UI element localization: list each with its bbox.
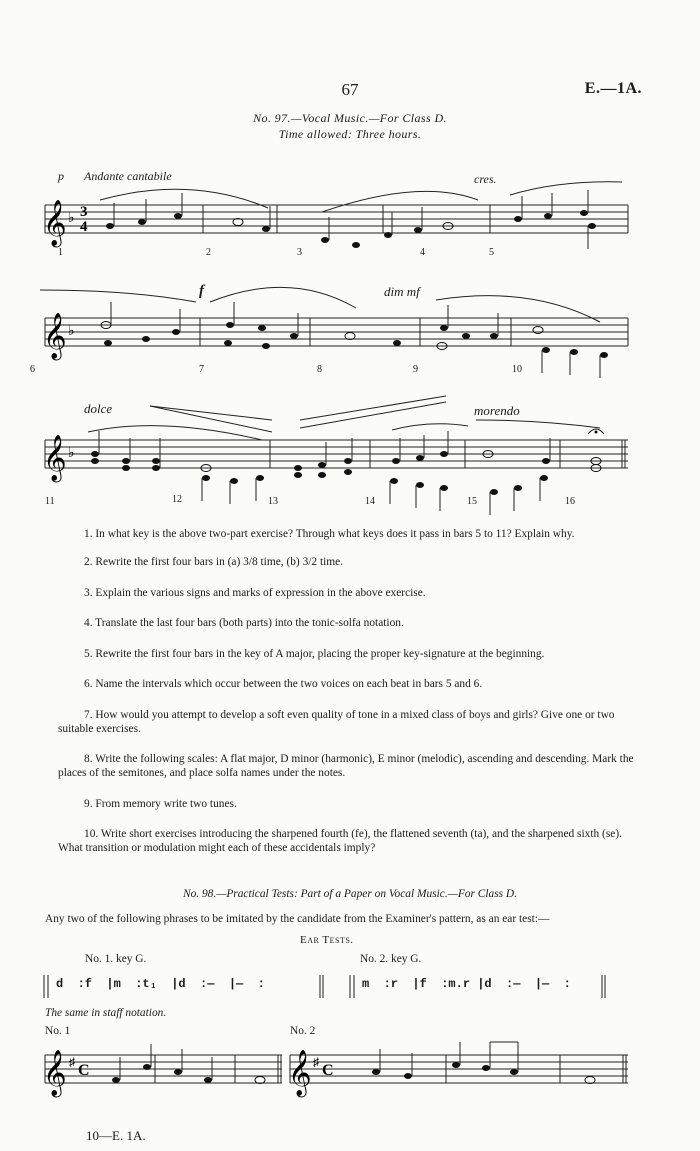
sharp-icon: ♯ — [69, 1055, 75, 1069]
time-signature-top: 3 — [80, 204, 88, 220]
common-time-icon: C — [78, 1062, 90, 1079]
question-3: 3. Explain the various signs and marks of expression in the above exercise. — [84, 586, 426, 599]
dolce-marking: dolce — [84, 401, 113, 416]
staff-notation-caption: The same in staff notation. — [45, 1007, 167, 1019]
dim-mf-marking: dim mf — [384, 284, 420, 299]
cresc-marking: cres. — [474, 172, 497, 186]
bar-number: 4 — [420, 247, 425, 258]
exercise-1-solfa: d :f |m :t₁ |d :— |— : — [56, 977, 265, 991]
dynamic-p: p — [58, 169, 64, 183]
treble-clef-icon: 𝄞 — [43, 200, 67, 246]
question-7: 7. How would you attempt to develop a soft even quality of tone in a mixed class of boys and girls? Give one or two suitable exercises. — [58, 708, 615, 735]
bar-number: 10 — [512, 364, 522, 375]
bar-number: 1 — [58, 247, 63, 258]
tempo-marking: Andante cantabile — [84, 169, 172, 183]
bar-number: 7 — [199, 364, 204, 375]
notes-ear-tests — [112, 1042, 595, 1084]
page-number: 67 — [341, 80, 359, 99]
bar-number: 5 — [489, 247, 494, 258]
question-5: 5. Rewrite the first four bars in the key of A major, placing the proper key-signature at the beginning. — [84, 647, 545, 660]
treble-clef-icon: 𝄞 — [43, 435, 67, 481]
bar-number: 8 — [317, 364, 322, 375]
paper-title: No. 97.—Vocal Music.—For Class D. — [253, 111, 447, 125]
exercise-1-label: No. 1. key G. — [85, 953, 147, 965]
flat-icon: ♭ — [68, 446, 75, 461]
flat-icon: ♭ — [68, 324, 75, 339]
time-signature-bottom: 4 — [80, 219, 88, 235]
bar-number: 13 — [268, 496, 278, 507]
dynamic-f: f — [199, 283, 204, 299]
question-6: 6. Name the intervals which occur between the two voices on each beat in bars 5 and 6. — [84, 678, 483, 690]
practical-intro: Any two of the following phrases to be imitated by the candidate from the Examiner's pattern, as an ear test:— — [45, 913, 550, 925]
bar-number: 9 — [413, 364, 418, 375]
page-reference: E.—1A. — [584, 80, 642, 97]
question-1: 1. In what key is the above two-part exercise? Through what keys does it pass in bars 5 to 11? Explain why. — [84, 528, 575, 540]
common-time-icon: C — [322, 1062, 334, 1079]
exercise-2-solfa: m :r |f :m.r |d :— |— : — [362, 977, 571, 991]
exercise-2-label: No. 2. key G. — [360, 953, 422, 965]
question-9: 9. From memory write two tunes. — [84, 797, 237, 810]
question-8: 8. Write the following scales: A flat major, D minor (harmonic), E minor (melodic), ascending and descending. Mark the places of the semitones, and place solfa names under the notes. — [58, 753, 634, 779]
ear-tests-heading: Ear Tests. — [300, 934, 354, 946]
bar-number: 14 — [365, 496, 375, 507]
bar-number: 2 — [206, 247, 211, 258]
treble-clef-icon: 𝄞 — [288, 1050, 312, 1096]
treble-clef-icon: 𝄞 — [43, 313, 67, 359]
staff-exercise-2-label: No. 2 — [290, 1025, 316, 1037]
practical-tests-heading: No. 98.—Practical Tests: Part of a Paper on Vocal Music.—For Class D. — [182, 888, 518, 900]
question-10: 10. Write short exercises introducing the sharpened fourth (fe), the flattened seventh (ta), and the sharpened sixth (se). What transition or modulation might each of these accidentals imply? — [58, 828, 622, 854]
question-2: 2. Rewrite the first four bars in (a) 3/8 time, (b) 3/2 time. — [84, 556, 344, 568]
bar-number: 15 — [467, 496, 477, 507]
treble-clef-icon: 𝄞 — [43, 1050, 67, 1096]
time-allowed: Time allowed: Three hours. — [278, 127, 422, 141]
bar-number: 11 — [45, 496, 55, 507]
bar-number: 6 — [30, 364, 35, 375]
morendo-marking: morendo — [474, 403, 520, 418]
footer-code: 10—E. 1A. — [86, 1128, 146, 1143]
bar-number: 3 — [297, 247, 302, 258]
sharp-icon: ♯ — [313, 1055, 319, 1069]
bar-number: 16 — [565, 496, 575, 507]
flat-icon: ♭ — [68, 211, 75, 226]
bar-number: 12 — [172, 494, 182, 505]
staff-exercise-1-label: No. 1 — [45, 1025, 71, 1037]
question-4: 4. Translate the last four bars (both parts) into the tonic-solfa notation. — [84, 617, 404, 629]
